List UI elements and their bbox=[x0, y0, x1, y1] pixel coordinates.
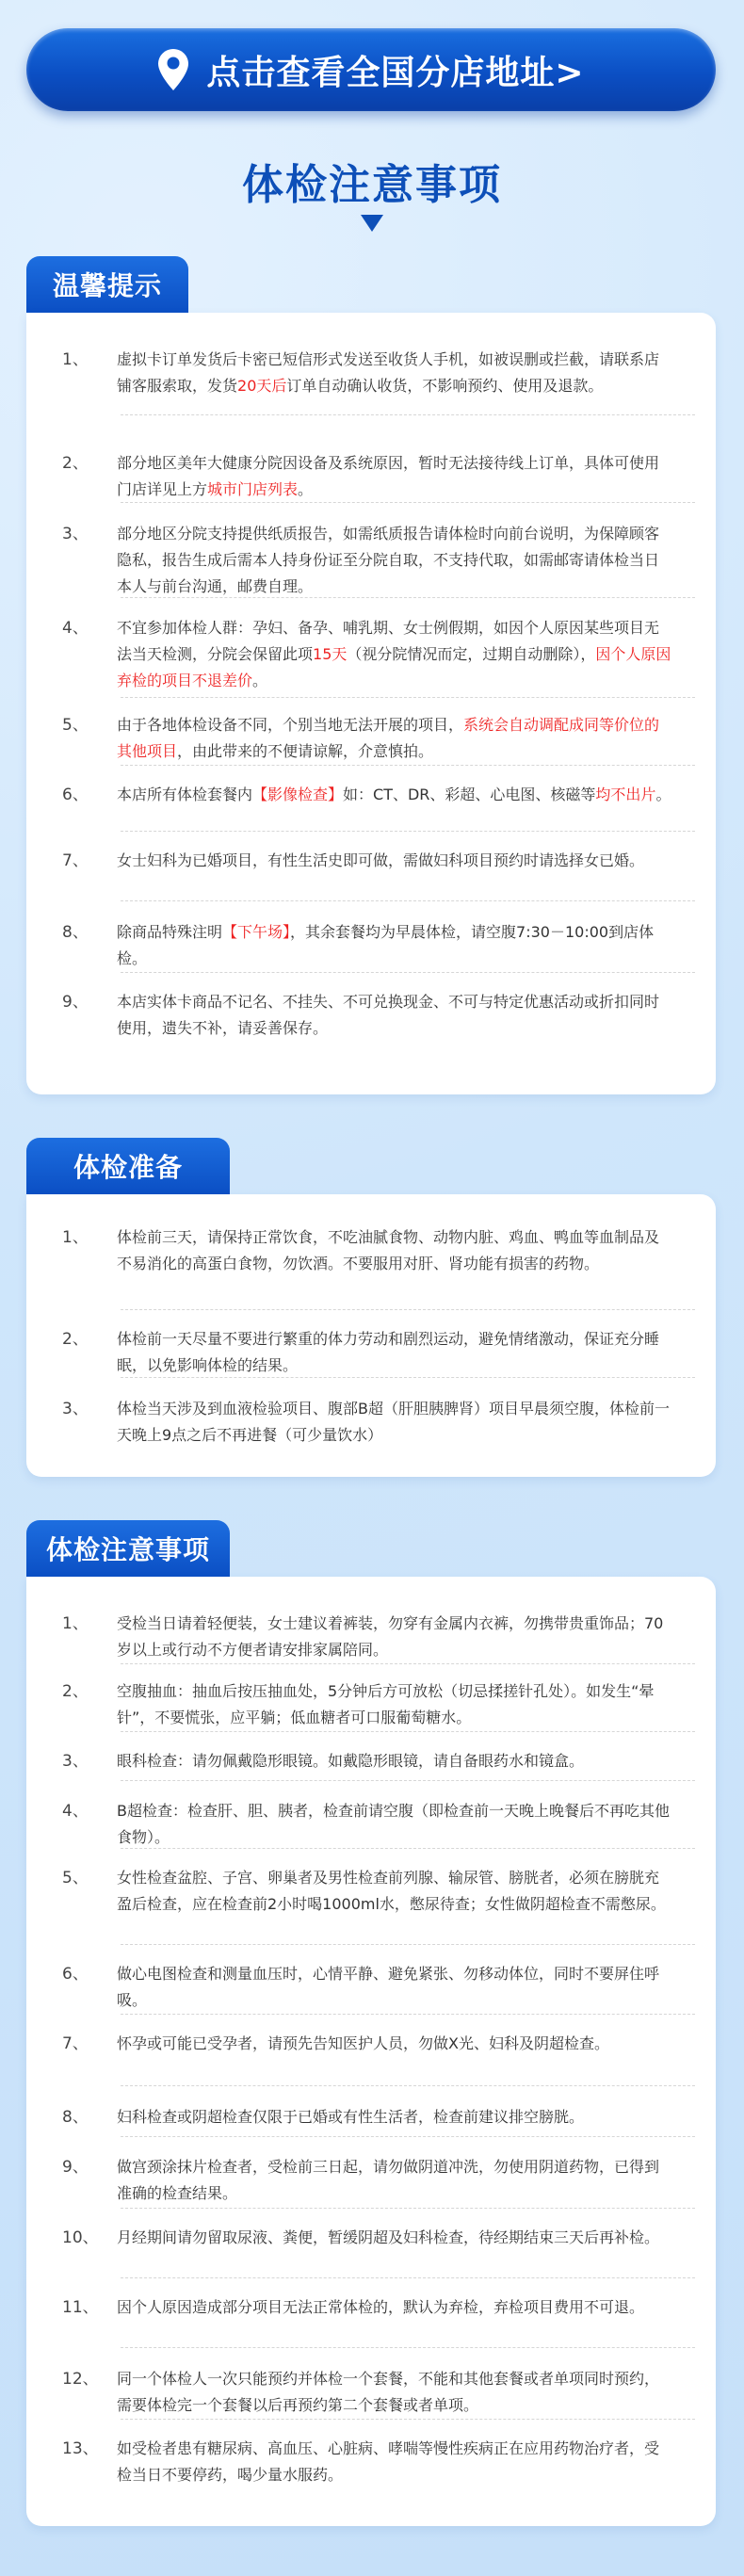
location-pin-icon bbox=[157, 48, 189, 91]
divider bbox=[121, 1309, 695, 1310]
list-item bbox=[26, 782, 716, 808]
highlight-text: 均不出片 bbox=[595, 786, 656, 803]
item-number: 7、 bbox=[62, 851, 89, 870]
item-number: 1、 bbox=[62, 1614, 89, 1633]
list-item bbox=[26, 1748, 716, 1774]
item-number: 1、 bbox=[62, 350, 89, 369]
store-address-label: 点击查看全国分店地址> bbox=[206, 53, 585, 92]
text-segment: 。 bbox=[252, 672, 268, 689]
item-number: 3、 bbox=[62, 1752, 89, 1771]
list-item bbox=[26, 2294, 716, 2321]
text-segment: 体检前一天尽量不要进行繁重的体力劳动和剧烈运动，避免情绪激动，保证充分睡眠，以免影响体检的结果。 bbox=[117, 1330, 660, 1374]
item-text bbox=[117, 1678, 672, 1731]
text-segment: 。 bbox=[655, 786, 671, 803]
text-segment: 订单自动确认收货，不影响预约、使用及退款。 bbox=[286, 377, 604, 395]
item-number: 6、 bbox=[62, 786, 89, 804]
list-item bbox=[26, 1326, 716, 1379]
item-text bbox=[117, 1224, 672, 1277]
text-segment: B超检查：检查肝、胆、胰者，检查前请空腹（即检查前一天晚上晚餐后不再吃其他食物）。 bbox=[117, 1802, 670, 1846]
item-text bbox=[117, 2031, 672, 2057]
list-item bbox=[26, 347, 716, 399]
highlight-text: 20天后 bbox=[237, 377, 287, 395]
item-text bbox=[117, 712, 672, 765]
item-text bbox=[117, 347, 672, 399]
section-card-3 bbox=[26, 1577, 716, 2526]
divider bbox=[121, 831, 695, 832]
item-text bbox=[117, 2436, 672, 2488]
list-item bbox=[26, 2104, 716, 2130]
item-text bbox=[117, 2294, 672, 2321]
divider bbox=[121, 2136, 695, 2137]
text-segment: 女性检查盆腔、子宫、卵巢者及男性检查前列腺、输尿管、膀胱者，必须在膀胱充盈后检查，应在检查前2小时喝1000ml水，憋尿待查；女性做阴超检查不需憋尿。 bbox=[117, 1869, 666, 1913]
text-segment: （视分院情况而定，过期自动删除）， bbox=[347, 645, 596, 663]
text-segment: 如受检者患有糖尿病、高血压、心脏病、哮喘等慢性疾病正在应用药物治疗者，受检当日不要停药，喝少量水服药。 bbox=[117, 2439, 660, 2484]
section-tab-3: 体检注意事项 bbox=[26, 1520, 230, 1577]
text-segment: ，其余套餐均为早晨体检，请空腹7:30－10:00到店体检。 bbox=[117, 923, 655, 967]
item-number: 6、 bbox=[62, 1965, 89, 1984]
highlight-text: 【影像检查】 bbox=[252, 786, 344, 803]
divider bbox=[121, 597, 695, 598]
item-number: 8、 bbox=[62, 2108, 89, 2127]
item-text bbox=[117, 521, 672, 600]
item-number: 4、 bbox=[62, 1802, 89, 1821]
list-item bbox=[26, 1611, 716, 1663]
item-number: 12、 bbox=[62, 2370, 99, 2389]
text-segment: 怀孕或可能已受孕者，请预先告知医护人员，勿做X光、妇科及阴超检查。 bbox=[117, 2034, 609, 2052]
text-segment: 由于各地体检设备不同，个别当地无法开展的项目， bbox=[117, 716, 464, 734]
item-text bbox=[117, 615, 672, 694]
text-segment: 除商品特殊注明 bbox=[117, 923, 223, 941]
list-item bbox=[26, 2436, 716, 2488]
list-item bbox=[26, 712, 716, 765]
item-number: 4、 bbox=[62, 619, 89, 638]
page-title: 体检注意事项 bbox=[242, 161, 502, 209]
divider bbox=[121, 1848, 695, 1849]
list-item bbox=[26, 450, 716, 503]
divider bbox=[121, 2014, 695, 2015]
text-segment: 体检前三天，请保持正常饮食，不吃油腻食物、动物内脏、鸡血、鸭血等血制品及不易消化的高蛋白食物，勿饮酒。不要服用对肝、肾功能有损害的药物。 bbox=[117, 1228, 660, 1272]
section-tab-2: 体检准备 bbox=[26, 1138, 230, 1194]
item-number: 8、 bbox=[62, 923, 89, 942]
text-segment: 月经期间请勿留取尿液、粪便，暂缓阴超及妇科检查，待经期结束三天后再补检。 bbox=[117, 2228, 660, 2246]
divider bbox=[121, 2208, 695, 2209]
divider bbox=[121, 2085, 695, 2086]
list-item bbox=[26, 1224, 716, 1277]
divider bbox=[121, 1377, 695, 1378]
item-text bbox=[117, 1326, 672, 1379]
text-segment: 虚拟卡订单发货后卡密已短信形式发送至收货人手机，如被误删或拦截，请联系店铺客服索取，发货 bbox=[117, 350, 660, 395]
divider bbox=[121, 2277, 695, 2278]
divider bbox=[121, 900, 695, 901]
text-segment: 眼科检查：请勿佩戴隐形眼镜。如戴隐形眼镜，请自备眼药水和镜盒。 bbox=[117, 1752, 585, 1770]
item-number: 2、 bbox=[62, 1682, 89, 1701]
item-text bbox=[117, 1396, 672, 1449]
text-segment: 妇科检查或阴超检查仅限于已婚或有性生活者，检查前建议排空膀胱。 bbox=[117, 2108, 585, 2126]
divider bbox=[121, 1663, 695, 1664]
item-text bbox=[117, 782, 672, 808]
item-number: 11、 bbox=[62, 2298, 99, 2317]
text-segment: 如：CT、DR、彩超、心电图、核磁等 bbox=[343, 786, 596, 803]
list-item bbox=[26, 1678, 716, 1731]
item-text bbox=[117, 919, 672, 972]
divider bbox=[121, 697, 695, 698]
text-segment: 空腹抽血：抽血后按压抽血处，5分钟后方可放松（切忌揉搓针孔处）。如发生“晕针”，不要慌张，应平躺；低血糖者可口服葡萄糖水。 bbox=[117, 1682, 655, 1726]
list-item bbox=[26, 919, 716, 972]
store-address-button[interactable] bbox=[26, 28, 716, 111]
divider bbox=[121, 414, 695, 415]
item-number: 9、 bbox=[62, 2158, 89, 2177]
item-text bbox=[117, 989, 672, 1042]
item-text bbox=[117, 1961, 672, 2014]
item-number: 2、 bbox=[62, 454, 89, 473]
item-text bbox=[117, 450, 672, 503]
text-segment: 本店所有体检套餐内 bbox=[117, 786, 253, 803]
item-number: 2、 bbox=[62, 1330, 89, 1349]
item-text bbox=[117, 1865, 672, 1918]
list-item bbox=[26, 2225, 716, 2251]
divider bbox=[121, 502, 695, 503]
text-segment: ，由此带来的不便请谅解，介意慎拍。 bbox=[177, 742, 434, 760]
list-item bbox=[26, 1798, 716, 1851]
text-segment: 。 bbox=[298, 480, 314, 498]
text-segment: 因个人原因造成部分项目无法正常体检的，默认为弃检，弃检项目费用不可退。 bbox=[117, 2298, 645, 2316]
item-number: 7、 bbox=[62, 2034, 89, 2053]
highlight-text: 系统会自动调配成同等价位的其他项目 bbox=[117, 716, 660, 760]
divider bbox=[121, 2419, 695, 2420]
text-segment: 做心电图检查和测量血压时，心情平静、避免紧张、勿移动体位，同时不要屏住呼吸。 bbox=[117, 1965, 660, 2009]
highlight-text: 城市门店列表 bbox=[207, 480, 299, 498]
text-segment: 部分地区美年大健康分院因设备及系统原因，暂时无法接待线上订单，具体可使用门店详见上方 bbox=[117, 454, 660, 498]
text-segment: 受检当日请着轻便装，女士建议着裤装，勿穿有金属内衣裤，勿携带贵重饰品；70岁以上或行动不方便者请安排家属陪同。 bbox=[117, 1614, 664, 1659]
item-number: 10、 bbox=[62, 2228, 99, 2247]
text-segment: 不宜参加体检人群：孕妇、备孕、哺乳期、女士例假期，如因个人原因某些项目无法当天检测，分院会保留此项 bbox=[117, 619, 660, 663]
divider bbox=[121, 765, 695, 766]
list-item bbox=[26, 2366, 716, 2419]
text-segment: 女士妇科为已婚项目，有性生活史即可做，需做妇科项目预约时请选择女已婚。 bbox=[117, 851, 645, 869]
item-number: 13、 bbox=[62, 2439, 99, 2458]
section-card-1 bbox=[26, 313, 716, 1094]
section-card-2 bbox=[26, 1194, 716, 1477]
item-number: 3、 bbox=[62, 525, 89, 543]
list-item bbox=[26, 989, 716, 1042]
item-text bbox=[117, 1611, 672, 1663]
item-text bbox=[117, 848, 672, 874]
text-segment: 同一个体检人一次只能预约并体检一个套餐，不能和其他套餐或者单项同时预约，需要体检完一个套餐以后再预约第二个套餐或者单项。 bbox=[117, 2370, 660, 2414]
item-number: 9、 bbox=[62, 993, 89, 1012]
list-item bbox=[26, 2031, 716, 2057]
highlight-text: 【下午场】 bbox=[222, 923, 291, 941]
item-number: 1、 bbox=[62, 1228, 89, 1247]
list-item bbox=[26, 2154, 716, 2207]
highlight-text: 因个人原因弃检的项目不退差价 bbox=[117, 645, 671, 689]
divider bbox=[121, 2347, 695, 2348]
item-text bbox=[117, 2366, 672, 2419]
section-tab-1: 温馨提示 bbox=[26, 256, 188, 313]
divider bbox=[121, 1780, 695, 1781]
item-text bbox=[117, 2154, 672, 2207]
list-item bbox=[26, 1396, 716, 1449]
item-number: 5、 bbox=[62, 1869, 89, 1887]
list-item bbox=[26, 521, 716, 600]
item-text bbox=[117, 1748, 672, 1774]
text-segment: 做宫颈涂抹片检查者，受检前三日起，请勿做阴道冲洗，勿使用阴道药物，已得到准确的检查结果。 bbox=[117, 2158, 660, 2202]
text-segment: 部分地区分院支持提供纸质报告，如需纸质报告请体检时向前台说明，为保障顾客隐私，报告生成后需本人持身份证至分院自取，不支持代取，如需邮寄请体检当日本人与前台沟通，邮费自理。 bbox=[117, 525, 660, 595]
list-item bbox=[26, 848, 716, 874]
divider bbox=[121, 972, 695, 973]
title-down-arrow-icon bbox=[361, 215, 383, 232]
item-text bbox=[117, 2225, 672, 2251]
item-number: 3、 bbox=[62, 1400, 89, 1418]
divider bbox=[121, 1731, 695, 1732]
item-text bbox=[117, 2104, 672, 2130]
highlight-text: 15天 bbox=[313, 645, 348, 663]
text-segment: 本店实体卡商品不记名、不挂失、不可兑换现金、不可与特定优惠活动或折扣同时使用，遗失不补，请妥善保存。 bbox=[117, 993, 660, 1037]
item-number: 5、 bbox=[62, 716, 89, 735]
item-text bbox=[117, 1798, 672, 1851]
list-item bbox=[26, 615, 716, 694]
divider bbox=[121, 1944, 695, 1945]
text-segment: 体检当天涉及到血液检验项目、腹部B超（肝胆胰脾肾）项目早晨须空腹，体检前一天晚上9点之后不再进餐（可少量饮水） bbox=[117, 1400, 670, 1444]
list-item bbox=[26, 1961, 716, 2014]
list-item bbox=[26, 1865, 716, 1918]
